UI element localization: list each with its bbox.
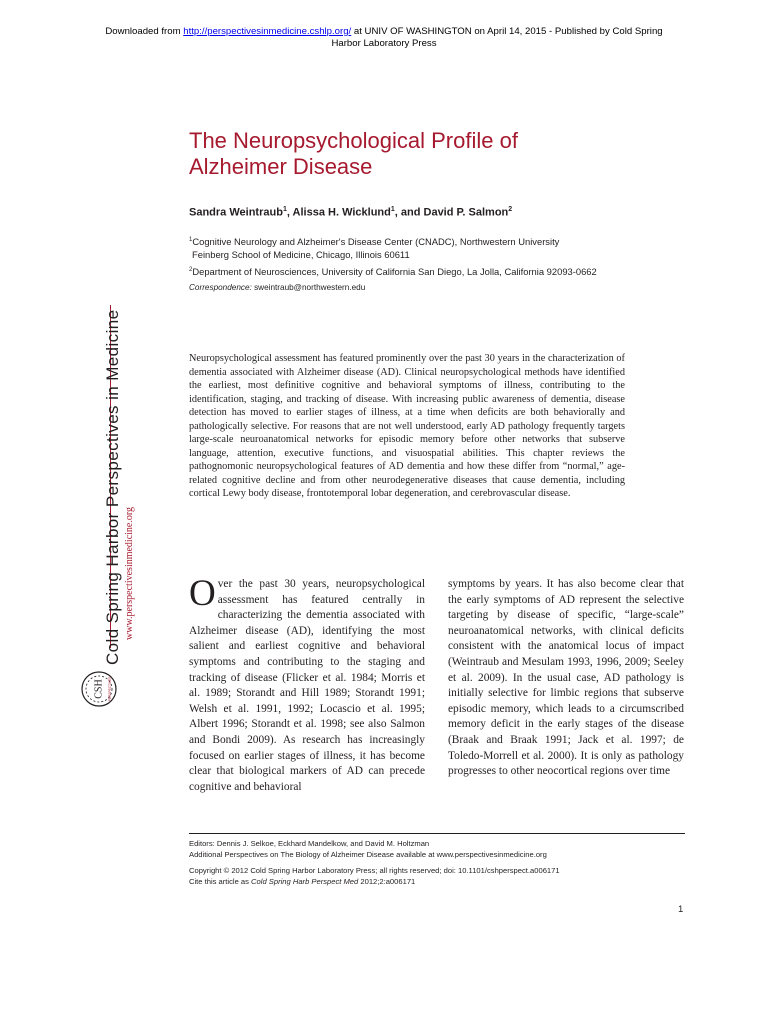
download-prefix: Downloaded from <box>105 26 184 37</box>
drop-cap: O <box>189 573 216 614</box>
affiliation-mark: 1 <box>189 237 193 243</box>
correspondence-label: Correspondence: <box>189 283 252 292</box>
editors-note: Editors: Dennis J. Selkoe, Eckhard Mandelkow, and David M. Holtzman <box>189 839 430 848</box>
sidebar-journal-name: Cold Spring Harbor Perspectives in Medicine <box>103 309 122 665</box>
affiliation-line: Cognitive Neurology and Alzheimer's Disease Center (CNADC), Northwestern University <box>192 236 560 248</box>
citation-suffix: 2012;2:a006171 <box>358 877 416 886</box>
author-name: , and David P. Salmon <box>394 206 509 219</box>
author-affiliation-mark: 1 <box>390 206 395 213</box>
download-banner <box>0 26 768 49</box>
download-info: at UNIV OF WASHINGTON on April 14, 2015 - Published by Cold Spring <box>351 26 663 37</box>
affiliation-2 <box>189 264 597 278</box>
csh-logo-icon <box>79 662 119 716</box>
correspondence <box>189 283 365 292</box>
logo-subtext: PERSPECTIVES <box>107 676 112 702</box>
abstract: Neuropsychological assessment has featured prominently over the past 30 years in the characterization of dementia associated with Alzheimer disease (AD). Clinical neuropsychological methods have identified the earliest, most definitive cognitive and behavioral symptoms of illness, contributing to the identification, staging, and tracking of disease. With increasing public awareness of dementia, disease detection has moved to earlier stages of illness, at a time when deficits are both behaviorally and pathologically selective. For reasons that are not well understood, early AD pathology frequently targets large-scale neuroanatomical networks for episodic memory before other networks that subserve language, attention, executive functions, and visuospatial abilities. This chapter reviews the pathognomonic neuropsychological features of AD dementia and how these differ from “normal,” age-related cognitive decline and from other neurodegenerative diseases that cause dementia, including cortical Lewy body disease, frontotemporal lobar degeneration, and cerebrovascular disease. <box>189 353 625 499</box>
download-banner-line-1 <box>0 26 768 38</box>
body-column-right: symptoms by years. It has also become clear that the early symptoms of AD represent the selective targeting by disease of specific, “large-scale” neuroanatomical networks, with clinical deficits consistent with the anatomical locus of impact (Weintraub and Mesulam 1993, 1996, 2009; Seeley et al. 2009). In the usual case, AD pathology is initially selective for limbic regions that subserve episodic memory, which leads to a circumscribed memory deficit in the early stages of the disease (Braak and Braak 1991; Jack et al. 1997; de Toledo-Morrell et al. 2000). It is only as pathology progresses to other neocortical regions over time <box>448 578 684 778</box>
download-source-link[interactable]: http://perspectivesinmedicine.cshlp.org/ <box>183 26 352 37</box>
logo-text: CSH <box>93 679 105 699</box>
sidebar-journal-url: www.perspectivesinmedicine.org <box>124 506 135 640</box>
copyright: Copyright © 2012 Cold Spring Harbor Laboratory Press; all rights reserved; doi: 10.1101/cshperspect.a006171 <box>189 866 560 875</box>
body-text: ver the past 30 years, neuropsychological assessment has featured centrally in characterizing the dementia associated with Alzheimer disease (AD), identifying the most salient and earliest cognitive and behavioral symptoms and contributing to the staging and tracking of disease (Flicker et al. 1984; Morris et al. 1989; Storandt and Hill 1989; Storandt 1991; Welsh et al. 1991, 1992; Locascio et al. 1995; Albert 1996; Storandt et al. 1998; see also Salmon and Bondi 2009). As research has increasingly focused on earlier stages of illness, it has become clear that biological markers of AD can precede cognitive and behavioral <box>189 578 425 793</box>
affiliation-1 <box>189 234 559 261</box>
author-list <box>189 206 512 219</box>
author-name: , Alissa H. Wicklund <box>286 206 391 219</box>
additional-perspectives: Additional Perspectives on The Biology of Alzheimer Disease available at www.perspectivesinmedicine.org <box>189 850 547 859</box>
citation-journal: Cold Spring Harb Perspect Med <box>251 877 359 886</box>
author-affiliation-mark: 1 <box>282 206 287 213</box>
footnote-rule <box>189 833 685 834</box>
affiliation-line: Department of Neurosciences, University of California San Diego, La Jolla, California 92093-0662 <box>192 266 597 278</box>
affiliation-mark: 2 <box>189 267 193 273</box>
title-line-2: Alzheimer Disease <box>189 154 373 179</box>
body-column-left <box>189 573 425 795</box>
article-title <box>189 128 709 180</box>
author-name: Sandra Weintraub <box>189 206 283 219</box>
correspondence-email: sweintraub@northwestern.edu <box>251 283 366 292</box>
citation <box>189 877 415 888</box>
title-line-1: The Neuropsychological Profile of <box>189 128 518 153</box>
download-banner-line-2: Harbor Laboratory Press <box>331 37 437 49</box>
page-number: 1 <box>678 904 684 915</box>
affiliation-line: Feinberg School of Medicine, Chicago, Illinois 60611 <box>192 249 410 261</box>
citation-prefix: Cite this article as <box>189 877 252 886</box>
author-affiliation-mark: 2 <box>508 206 513 213</box>
